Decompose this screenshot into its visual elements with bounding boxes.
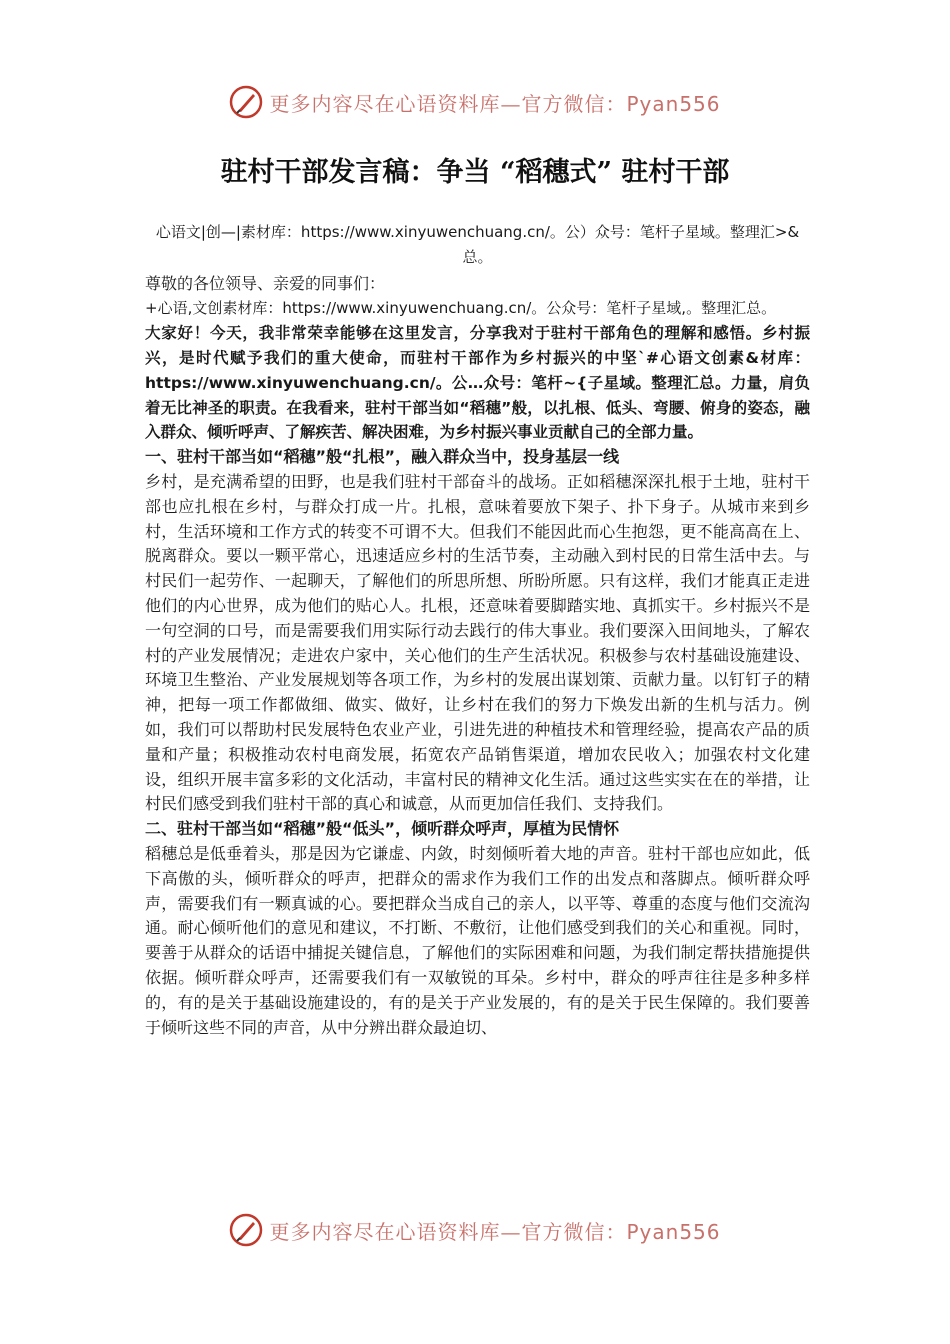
banner-text: 更多内容尽在心语资料库—官方微信：Pyan556 [269,91,721,116]
section2-paragraph: 稻穗总是低垂着头，那是因为它谦虚、内敛，时刻倾听着大地的声音。驻村干部也应如此，低下高傲的头，倾听群众的呼声，把群众的需求作为我们工作的出发点和落脚点。倾听群众呼声，需要我们有一颗真诚的心。要把群众当成自己的亲人，以平等、尊重的态度与他们交流沟通。耐心倾听他们的意见和建议，不打断、不敷衍，让他们感受到我们的关心和重视。同时，要善于从群众的话语中捕捉关键信息，了解他们的实际困难和问题，为我们制定帮扶措施提供依据。倾听群众呼声，还需要我们有一双敏锐的耳朵。乡村中，群众的呼声往往是多种多样的，有的是关于基础设施建设的，有的是关于产业发展的，有的是关于民生保障的。我们要善于倾听这些不同的声音，从中分辨出群众最迫切、 [145,843,810,1037]
page-title: 驻村干部发言稿：争当 “稻穗式” 驻村干部 [220,157,730,188]
section1-paragraph: 乡村，是充满希望的田野，也是我们驻村干部奋斗的战场。正如稻穗深深扎根于土地，驻村干部也应扎根在乡村，与群众打成一片。扎根，意味着要放下架子、扑下身子。从城市来到乡村，生活环境和工作方式的转变不可谓不大。但我们不能因此而心生抱怨，更不能高高在上、脱离群众。要以一颗平常心，迅速适应乡村的生活节奏，主动融入到村民的日常生活中去。与村民们一起劳作、一起聊天，了解他们的所思所想、所盼所愿。只有这样，我们才能真正走进他们的内心世界，成为他们的贴心人。扎根，还意味着要脚踏实地、真抓实干。乡村振兴不是一句空洞的口号，而是需要我们用实际行动去践行的伟大事业。我们要深入田间地头，了解农村的产业发展情况；走进农户家中，关心他们的生产生活状况。积极参与农村基础设施建设、环境卫生整治、产业发展规划等各项工作，为乡村的发展出谋划策、贡献力量。以钉钉子的精神，把每一项工作都做细、做实、做好，让乡村在我们的努力下焕发出新的生机与活力。例如，我们可以帮助村民发展特色农业产业，引进先进的种植技术和管理经验，提高农产品的质量和产量；积极推动农村电商发展，拓宽农产品销售渠道，增加农民收入；加强农村文化建设，组织开展丰富多彩的文化活动，丰富村民的精神文化生活。通过这些实实在在的举措，让村民们感受到我们驻村干部的真心和诚意，从而更加信任我们、支持我们。 [145,471,810,814]
source-line-2: +心语,文创素材库：https://www.xinyuwenchuang.cn/。公众号：笔杆子星域,。整理汇总。 [145,299,777,318]
quill-logo-icon [229,1213,263,1247]
wechat-account: Pyan556 [626,91,721,116]
footer-watermark-banner [0,1210,950,1250]
section-heading-2: 二、驻村干部当如“稻穗”般“低头”，倾听群众呼声，厚植为民情怀 [145,819,620,839]
section-heading-1: 一、驻村干部当如“稻穗”般“扎根”，融入群众当中，投身基层一线 [145,447,620,467]
wechat-account: Pyan556 [626,1219,721,1244]
document-body [145,220,810,1040]
greeting: 尊敬的各位领导、亲爱的同事们： [145,273,386,293]
banner-text: 更多内容尽在心语资料库—官方微信：Pyan556 [269,1219,721,1244]
quill-logo-icon [229,85,263,119]
header-watermark-banner [0,82,950,122]
source-line: 心语文|创—|素材库：https://www.xinyuwenchuang.cn/。公）众号：笔杆子星域。整理汇>&总。 [155,223,800,266]
intro-paragraph: 大家好！今天，我非常荣幸能够在这里发言，分享我对于驻村干部角色的理解和感悟。乡村振兴，是时代赋予我们的重大使命，而驻村干部作为乡村振兴的中坚`#心语文创素&材库：https://www.xinyuwenchuang.cn/。公…众号：笔杆~{子星域。整理汇总。力量，肩负着无比神圣的职责。在我看来，驻村干部当如“稻穗”般，以扎根、低头、弯腰、俯身的姿态，融入群众、倾听呼声、了解疾苦、解决困难，为乡村振兴事业贡献自己的全部力量。 [145,324,810,442]
